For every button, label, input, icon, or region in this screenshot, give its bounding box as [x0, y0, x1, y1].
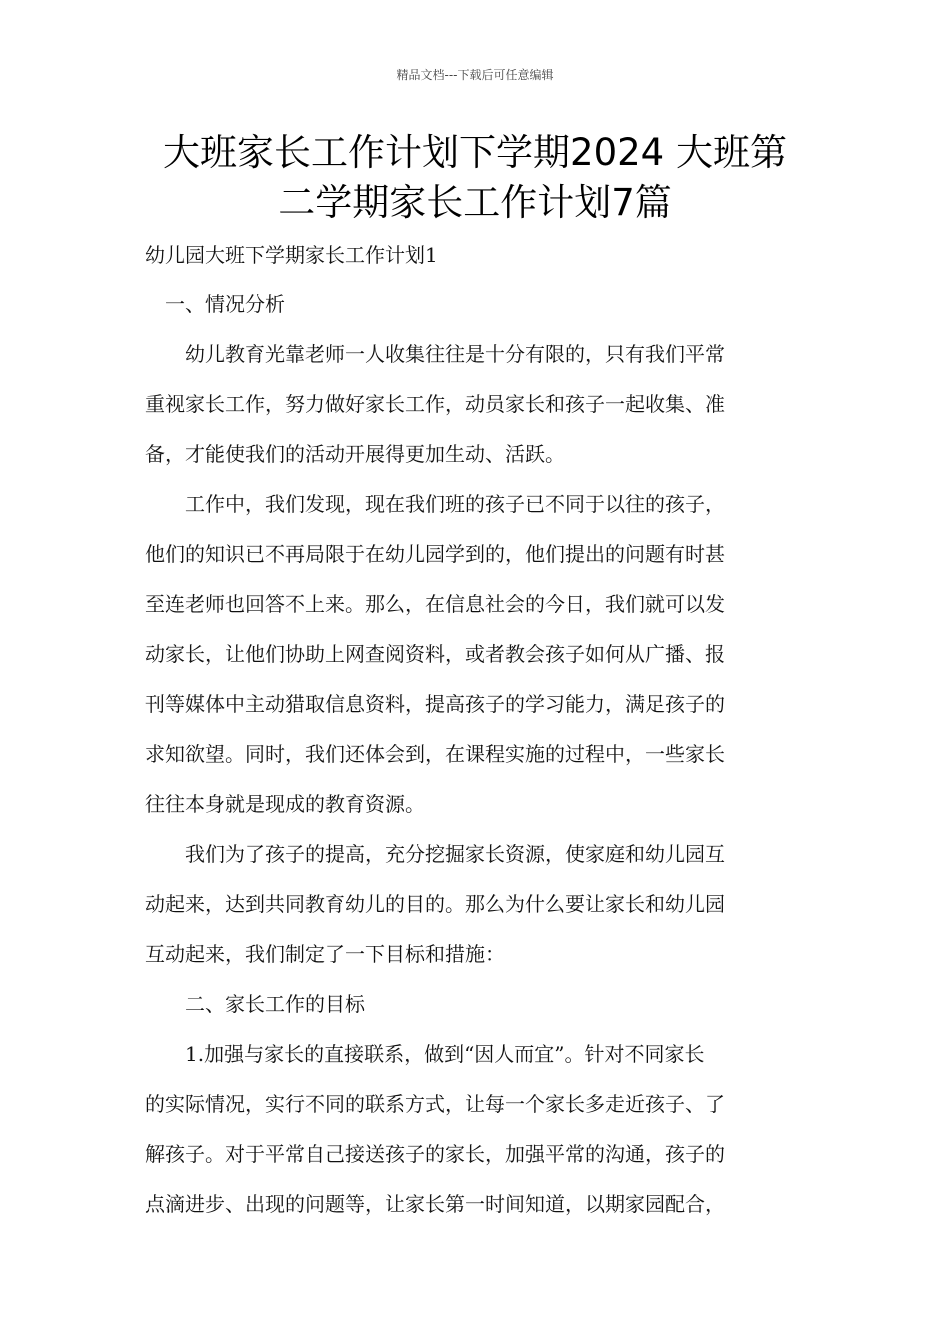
text-line: 刊等媒体中主动猎取信息资料，提高孩子的学习能力，满足孩子的	[145, 692, 725, 716]
text-line: 他们的知识已不再局限于在幼儿园学到的，他们提出的问题有时甚	[145, 542, 725, 566]
title-line: 大班家长工作计划下学期2024 大班第	[163, 131, 787, 174]
text-line: 工作中，我们发现，现在我们班的孩子已不同于以往的孩子，	[145, 492, 725, 516]
text-line: 1.加强与家长的直接联系，做到“因人而宜”。针对不同家长	[145, 1042, 705, 1066]
text-line: 重视家长工作，努力做好家长工作，动员家长和孩子一起收集、准	[145, 392, 725, 416]
text-line: 备，才能使我们的活动开展得更加生动、活跃。	[145, 442, 565, 466]
section-heading-situation: 一、情况分析	[165, 292, 285, 316]
text-line: 互动起来，我们制定了一下目标和措施：	[145, 942, 505, 966]
text-line: 至连老师也回答不上来。那么，在信息社会的今日，我们就可以发	[145, 592, 725, 616]
document-subtitle: 幼儿园大班下学期家长工作计划1	[145, 243, 438, 267]
title-line: 二学期家长工作计划7篇	[278, 181, 672, 224]
text-line: 幼儿教育光靠老师一人收集往往是十分有限的，只有我们平常	[145, 342, 725, 366]
text-line: 动家长，让他们协助上网查阅资料，或者教会孩子如何从广播、报	[145, 642, 725, 666]
body-text-block	[145, 329, 810, 1229]
header-note: 精品文档---下载后可任意编辑	[396, 68, 554, 82]
document-title	[120, 128, 830, 228]
text-line: 点滴进步、出现的问题等，让家长第一时间知道，以期家园配合，	[145, 1192, 725, 1216]
text-line: 往往本身就是现成的教育资源。	[145, 792, 425, 816]
text-line: 我们为了孩子的提高，充分挖掘家长资源，使家庭和幼儿园互	[145, 842, 725, 866]
text-line: 动起来，达到共同教育幼儿的目的。那么为什么要让家长和幼儿园	[145, 892, 725, 916]
section-heading-goals: 二、家长工作的目标	[145, 992, 365, 1016]
text-line: 的实际情况，实行不同的联系方式，让每一个家长多走近孩子、了	[145, 1092, 725, 1116]
text-line: 求知欲望。同时，我们还体会到，在课程实施的过程中，一些家长	[145, 742, 725, 766]
text-line: 解孩子。对于平常自己接送孩子的家长，加强平常的沟通，孩子的	[145, 1142, 725, 1166]
